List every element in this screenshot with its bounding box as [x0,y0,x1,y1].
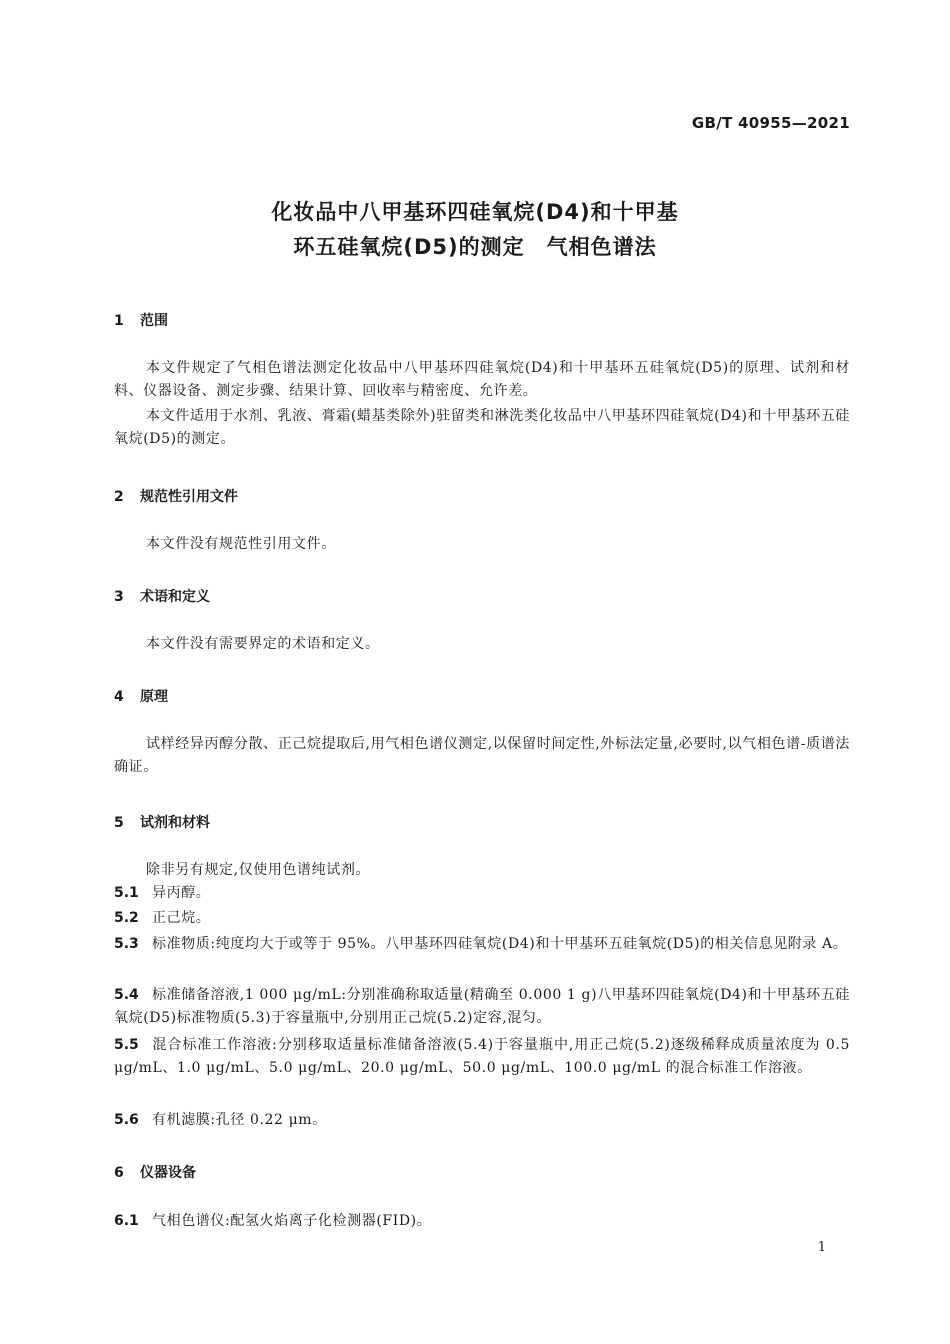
clause-item [114,907,850,930]
clause-item [114,1210,850,1233]
clause-number: 5.3 [114,936,139,952]
document-title-line-1: 化妆品中八甲基环四硅氧烷(D4)和十甲基 [271,200,679,224]
page-number: 1 [817,1240,826,1255]
clause-item [114,1109,850,1132]
reagents-intro: 除非另有规定,仅使用色谱纯试剂。 [146,862,371,878]
section-number: 3 [114,589,124,605]
clause-item [114,984,850,1030]
section-title: 范围 [140,313,168,329]
clause-text: 异丙醇。 [152,885,211,901]
clause-item [114,1034,850,1080]
section-heading-normative-references [114,486,238,506]
clause-number: 5.6 [114,1112,139,1128]
clause-number: 5.2 [114,910,139,926]
section-number: 4 [114,689,124,705]
clause-number: 5.4 [114,987,139,1003]
clause-text: 气相色谱仪:配氢火焰离子化检测器(FID)。 [152,1213,432,1229]
clause-text: 混合标准工作溶液:分别移取适量标准储备溶液(5.4)于容量瓶中,用正己烷(5.2)逐级稀释成质量浓度为 0.5 μg/mL、1.0 μg/mL、5.0 μg/mL、20.0 μg/mL、50.0 μg/mL、100.0 μg/mL 的混合标准工作溶液。 [114,1037,850,1076]
section-title: 规范性引用文件 [140,489,238,505]
clause-number: 5.5 [114,1037,139,1053]
section-title: 原理 [140,689,168,705]
section-heading-apparatus [114,1162,196,1182]
section-heading-reagents [114,812,210,832]
clause-number: 5.1 [114,885,139,901]
document-title-line-2: 环五硅氧烷(D5)的测定 气相色谱法 [293,235,657,259]
section-heading-terms [114,586,210,606]
clause-text: 标准物质:纯度均大于或等于 95%。八甲基环四硅氧烷(D4)和十甲基环五硅氧烷(D5)的相关信息见附录 A。 [152,936,848,952]
section-number: 6 [114,1165,124,1181]
section-title: 仪器设备 [140,1165,196,1181]
section-title: 试剂和材料 [140,815,210,831]
clause-text: 标准储备溶液,1 000 μg/mL:分别准确称取适量(精确至 0.000 1 g)八甲基环四硅氧烷(D4)和十甲基环五硅氧烷(D5)标准物质(5.3)于容量瓶中,分别用正己烷(5.2)定容,混匀。 [114,987,850,1026]
clause-item [114,933,850,956]
principle-paragraph: 试样经异丙醇分散、正己烷提取后,用气相色谱仪测定,以保留时间定性,外标法定量,必要时,以气相色谱-质谱法确证。 [114,736,850,775]
section-heading-scope [114,310,168,330]
section-number: 1 [114,313,124,329]
clause-number: 6.1 [114,1213,139,1229]
section-heading-principle [114,686,168,706]
scope-paragraph-1: 本文件规定了气相色谱法测定化妆品中八甲基环四硅氧烷(D4)和十甲基环五硅氧烷(D5)的原理、试剂和材料、仪器设备、测定步骤、结果计算、回收率与精密度、允许差。 [114,360,850,399]
clause-text: 正己烷。 [152,910,211,926]
section-number: 2 [114,489,124,505]
section-number: 5 [114,815,124,831]
clause-item [114,882,850,905]
clause-text: 有机滤膜:孔径 0.22 μm。 [152,1112,327,1128]
normative-references-paragraph: 本文件没有规范性引用文件。 [146,536,336,552]
scope-paragraph-2: 本文件适用于水剂、乳液、膏霜(蜡基类除外)驻留类和淋洗类化妆品中八甲基环四硅氧烷(D4)和十甲基环五硅氧烷(D5)的测定。 [114,408,850,447]
standard-code: GB/T 40955—2021 [691,114,850,132]
terms-paragraph: 本文件没有需要界定的术语和定义。 [146,636,380,652]
section-title: 术语和定义 [140,589,210,605]
